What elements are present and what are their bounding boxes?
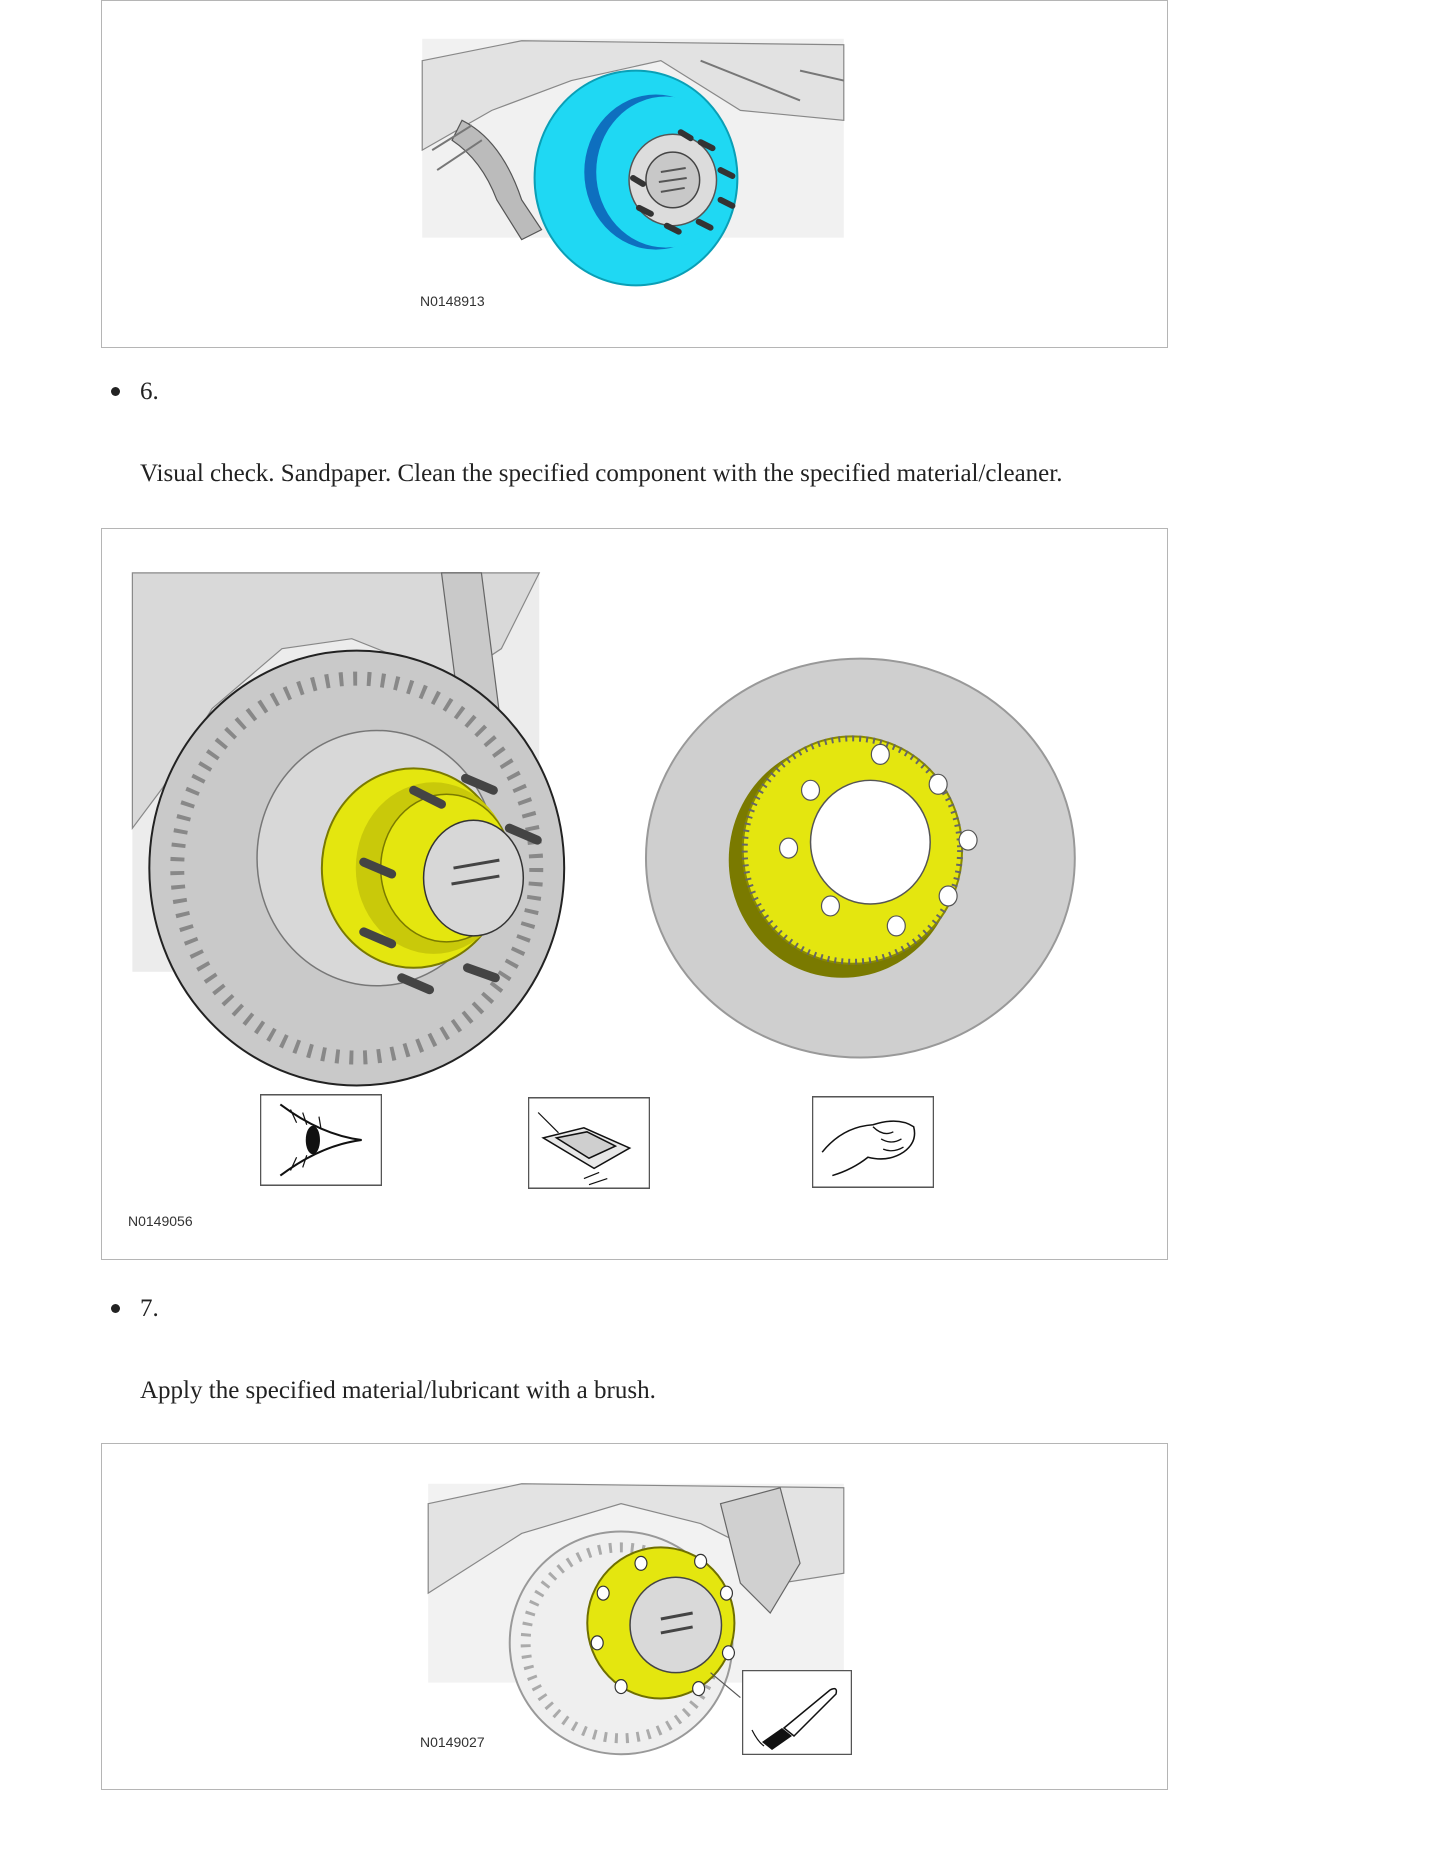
step-instruction: Visual check. Sandpaper. Clean the specified component with the specified material/cleaner. [140, 460, 1063, 487]
clean-hands-icon [812, 1096, 934, 1188]
step-list-item [111, 1295, 159, 1323]
visual-check-icon [260, 1094, 382, 1186]
figure-caption: N0149027 [420, 1734, 485, 1750]
figure-caption: N0149056 [128, 1213, 193, 1229]
rotor-cyan-illustration [102, 1, 1167, 347]
lubricant-illustration [102, 1444, 1167, 1789]
figure-caption: N0148913 [420, 293, 485, 309]
step-number: 7. [140, 1295, 159, 1322]
brush-icon [742, 1670, 852, 1755]
bullet-icon [111, 387, 120, 396]
figure-lubricant-brush [101, 1443, 1168, 1790]
step-number: 6. [140, 378, 159, 405]
step-list-item [111, 378, 159, 406]
sandpaper-icon [528, 1097, 650, 1189]
figure-rotor-cyan [101, 0, 1168, 348]
bullet-icon [111, 1304, 120, 1313]
step-instruction: Apply the specified material/lubricant with a brush. [140, 1377, 656, 1404]
figure-clean-rotor [101, 528, 1168, 1260]
